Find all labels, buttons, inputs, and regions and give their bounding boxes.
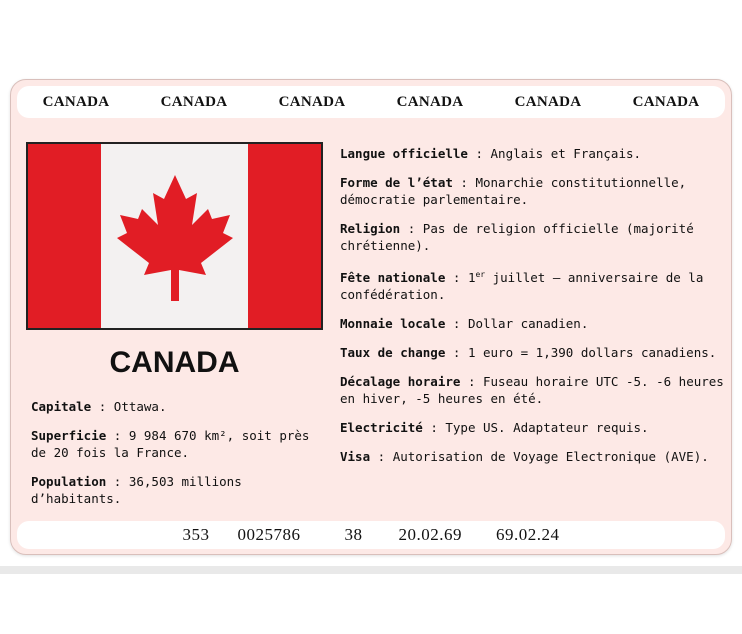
field-value: 1: [467, 270, 476, 286]
field-label: Electricité: [340, 420, 423, 436]
field-fete-nationale: Fête nationale : 1er juillet – anniversaire de la confédération.: [340, 270, 704, 303]
field-value: juillet – anniversaire de la confédération.: [340, 270, 704, 303]
field-value: Ottawa.: [113, 399, 167, 414]
field-langue: Langue officielle : Anglais et Français.: [340, 146, 642, 161]
field-value: Dollar canadien.: [467, 316, 589, 332]
field-label: Visa: [340, 449, 371, 465]
field-value: Type US. Adaptateur requis.: [445, 420, 649, 436]
header-country-label: CANADA: [160, 93, 228, 110]
footer-code: 20.02.69: [398, 525, 462, 544]
footer-code: 38: [344, 525, 363, 544]
field-label: Monnaie locale: [340, 316, 446, 332]
footer-code: 69.02.24: [496, 525, 560, 544]
header-country-label: CANADA: [514, 93, 582, 110]
field-label: Capitale: [31, 399, 92, 414]
field-label: Population: [31, 474, 107, 489]
field-value-sup: er: [475, 270, 486, 279]
field-value: Fuseau horaire UTC -5. -6 heures en hiver, -5 heures en été.: [340, 374, 724, 407]
field-value: Monarchie constitutionnelle, démocratie parlementaire.: [340, 175, 687, 207]
field-label: Langue officielle: [340, 146, 468, 161]
footer-code: 0025786: [237, 525, 301, 544]
flag-left-band: [28, 144, 101, 328]
country-card: [10, 79, 732, 555]
field-value: Anglais et Français.: [490, 146, 642, 161]
header-country-label: CANADA: [278, 93, 346, 110]
canada-flag: [26, 142, 323, 330]
field-value: 1 euro = 1,390 dollars canadiens.: [467, 345, 717, 361]
maple-leaf-icon: [114, 172, 236, 302]
field-forme-etat: Forme de l’état : Monarchie constitutionnelle, démocratie parlementaire.: [340, 175, 687, 207]
header-band: [17, 86, 725, 118]
field-monnaie: Monnaie locale : Dollar canadien.: [340, 316, 589, 332]
field-label: Forme de l’état: [340, 175, 453, 190]
page-bottom-strip: [0, 566, 742, 574]
field-taux-change: Taux de change : 1 euro = 1,390 dollars canadiens.: [340, 345, 717, 361]
field-label: Fête nationale: [340, 270, 446, 286]
field-label: Décalage horaire: [340, 374, 461, 390]
field-religion: Religion : Pas de religion officielle (majorité chrétienne).: [340, 221, 694, 253]
left-info-column: [31, 398, 316, 519]
field-superficie: Superficie : 9 984 670 km², soit près de 20 fois la France.: [31, 428, 310, 460]
header-country-label: CANADA: [42, 93, 110, 110]
flag-right-band: [248, 144, 321, 328]
field-label: Taux de change: [340, 345, 446, 361]
field-electricite: Electricité : Type US. Adaptateur requis.: [340, 420, 649, 436]
field-value: 36,503 millions d’habitants.: [31, 474, 242, 506]
footer-band: [17, 521, 725, 549]
right-info-column: [340, 145, 725, 477]
flag-center-band: [101, 144, 248, 328]
field-value: Autorisation de Voyage Electronique (AVE).: [392, 449, 709, 465]
field-visa: Visa : Autorisation de Voyage Electronique (AVE).: [340, 449, 709, 465]
field-label: Superficie: [31, 428, 107, 443]
field-value: Pas de religion officielle (majorité chrétienne).: [340, 221, 694, 253]
field-decalage-horaire: Décalage horaire : Fuseau horaire UTC -5. -6 heures en hiver, -5 heures en été.: [340, 374, 724, 407]
field-label: Religion: [340, 221, 401, 236]
header-country-label: CANADA: [632, 93, 700, 110]
header-country-label: CANADA: [396, 93, 464, 110]
country-title: CANADA: [109, 346, 240, 379]
field-capitale: Capitale : Ottawa.: [31, 399, 167, 414]
footer-code: 353: [182, 525, 210, 544]
field-population: Population : 36,503 millions d’habitants.: [31, 474, 242, 506]
field-value: 9 984 670 km², soit près de 20 fois la France.: [31, 428, 310, 460]
